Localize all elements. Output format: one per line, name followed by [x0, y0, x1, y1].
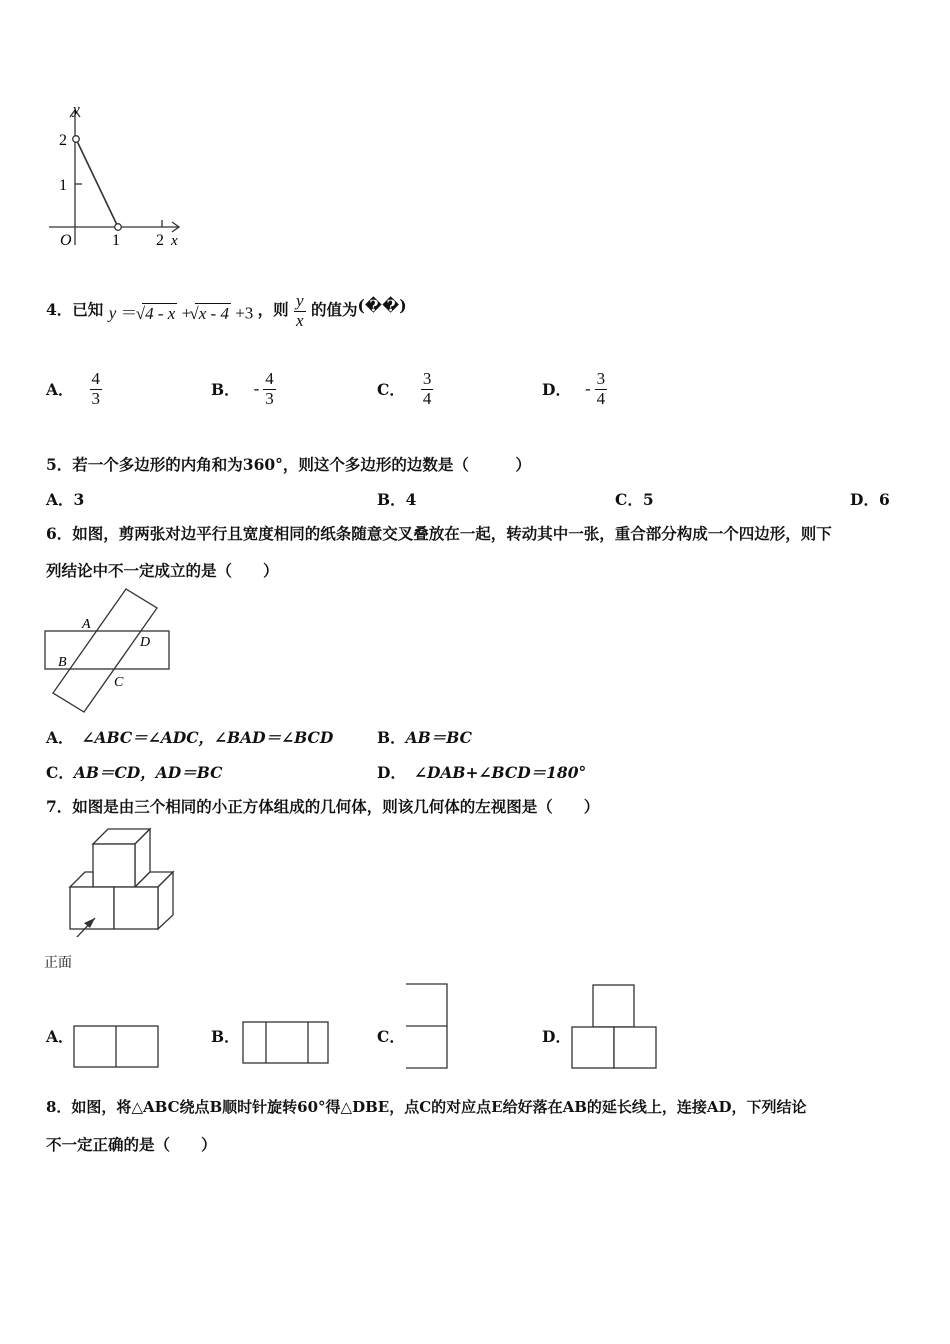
q5-option-c[interactable]: C．5 — [615, 490, 654, 509]
q4-blank: (��) — [357, 296, 407, 316]
q6-option-a[interactable]: A． ∠ABC＝∠ADC，∠BAD＝∠BCD — [46, 728, 334, 747]
q7-option-d-figure[interactable] — [570, 983, 660, 1071]
question-8-line-2: 不一定正确的是（ ） — [46, 1135, 217, 1154]
y-axis-label: y — [73, 102, 80, 118]
q4-then: ，则 — [257, 300, 289, 320]
question-5: 5．若一个多边形的内角和为360°，则这个多边形的边数是（ ） — [46, 455, 531, 474]
point-d-label: D — [140, 635, 151, 650]
point-c-label: C — [114, 675, 124, 690]
y-tick-2: 2 — [59, 132, 67, 149]
question-7: 7．如图是由三个相同的小正方体组成的几何体，则该几何体的左视图是（ ） — [46, 797, 600, 816]
q7-option-a[interactable]: A． — [46, 1027, 74, 1046]
q6-option-b[interactable]: B．AB＝BC — [377, 728, 472, 747]
q6-option-c[interactable]: C．AB＝CD，AD＝BC — [46, 763, 223, 782]
function-graph — [44, 100, 194, 255]
q4-option-b[interactable]: B． - $\frac{4}{3}$ — [211, 369, 274, 408]
front-view-label: 正面 — [44, 955, 72, 971]
q4-suffix: 的值为 — [310, 300, 358, 320]
question-4 — [46, 292, 407, 330]
question-6-line-1: 6．如图，剪两张对边平行且宽度相同的纸条随意交叉叠放在一起，转动其中一张，重合部分构成一个四边形，则下 — [46, 524, 832, 543]
q4-equation: y ＝ √4 - x + √x - 4 +3 — [108, 303, 254, 323]
q4-option-c[interactable]: C． $\frac{3}{4}$ — [377, 369, 432, 408]
x-tick-2: 2 — [156, 232, 164, 249]
q6-option-d[interactable]: D． ∠DAB+∠BCD＝180° — [377, 763, 587, 782]
q7-option-b[interactable]: B． — [211, 1027, 240, 1046]
origin-label: O — [60, 232, 72, 249]
q4-prefix: 4．已知 — [46, 300, 104, 320]
question-6-line-2: 列结论中不一定成立的是（ ） — [46, 561, 279, 580]
q5-option-b[interactable]: B．4 — [377, 490, 417, 509]
q4-option-d[interactable]: D． - $\frac{3}{4}$ — [542, 369, 606, 408]
q4-fraction: $\frac{y}{x}$ — [295, 291, 304, 330]
q7-option-d[interactable]: D． — [542, 1027, 571, 1046]
x-axis-label: x — [171, 233, 178, 249]
q7-option-c[interactable]: C． — [377, 1027, 405, 1046]
q5-option-d[interactable]: D．6 — [850, 490, 890, 509]
q4-option-a[interactable]: A． $\frac{4}{3}$ — [46, 369, 101, 408]
q7-option-a-figure[interactable] — [73, 1025, 163, 1070]
point-a-label: A — [82, 617, 91, 632]
x-tick-1: 1 — [112, 232, 120, 249]
cubes-figure — [40, 822, 185, 937]
q7-option-b-figure[interactable] — [242, 1021, 334, 1066]
y-tick-1: 1 — [59, 177, 67, 194]
q5-option-a[interactable]: A．3 — [46, 490, 85, 509]
question-8-line-1: 8．如图，将△ABC绕点B顺时针旋转60°得△DBE，点C的对应点E给好落在AB的延长线上，连接AD，下列结论 — [46, 1098, 807, 1116]
point-b-label: B — [58, 655, 67, 670]
paper-strips-figure — [42, 586, 177, 716]
q7-option-c-figure[interactable] — [403, 982, 453, 1070]
